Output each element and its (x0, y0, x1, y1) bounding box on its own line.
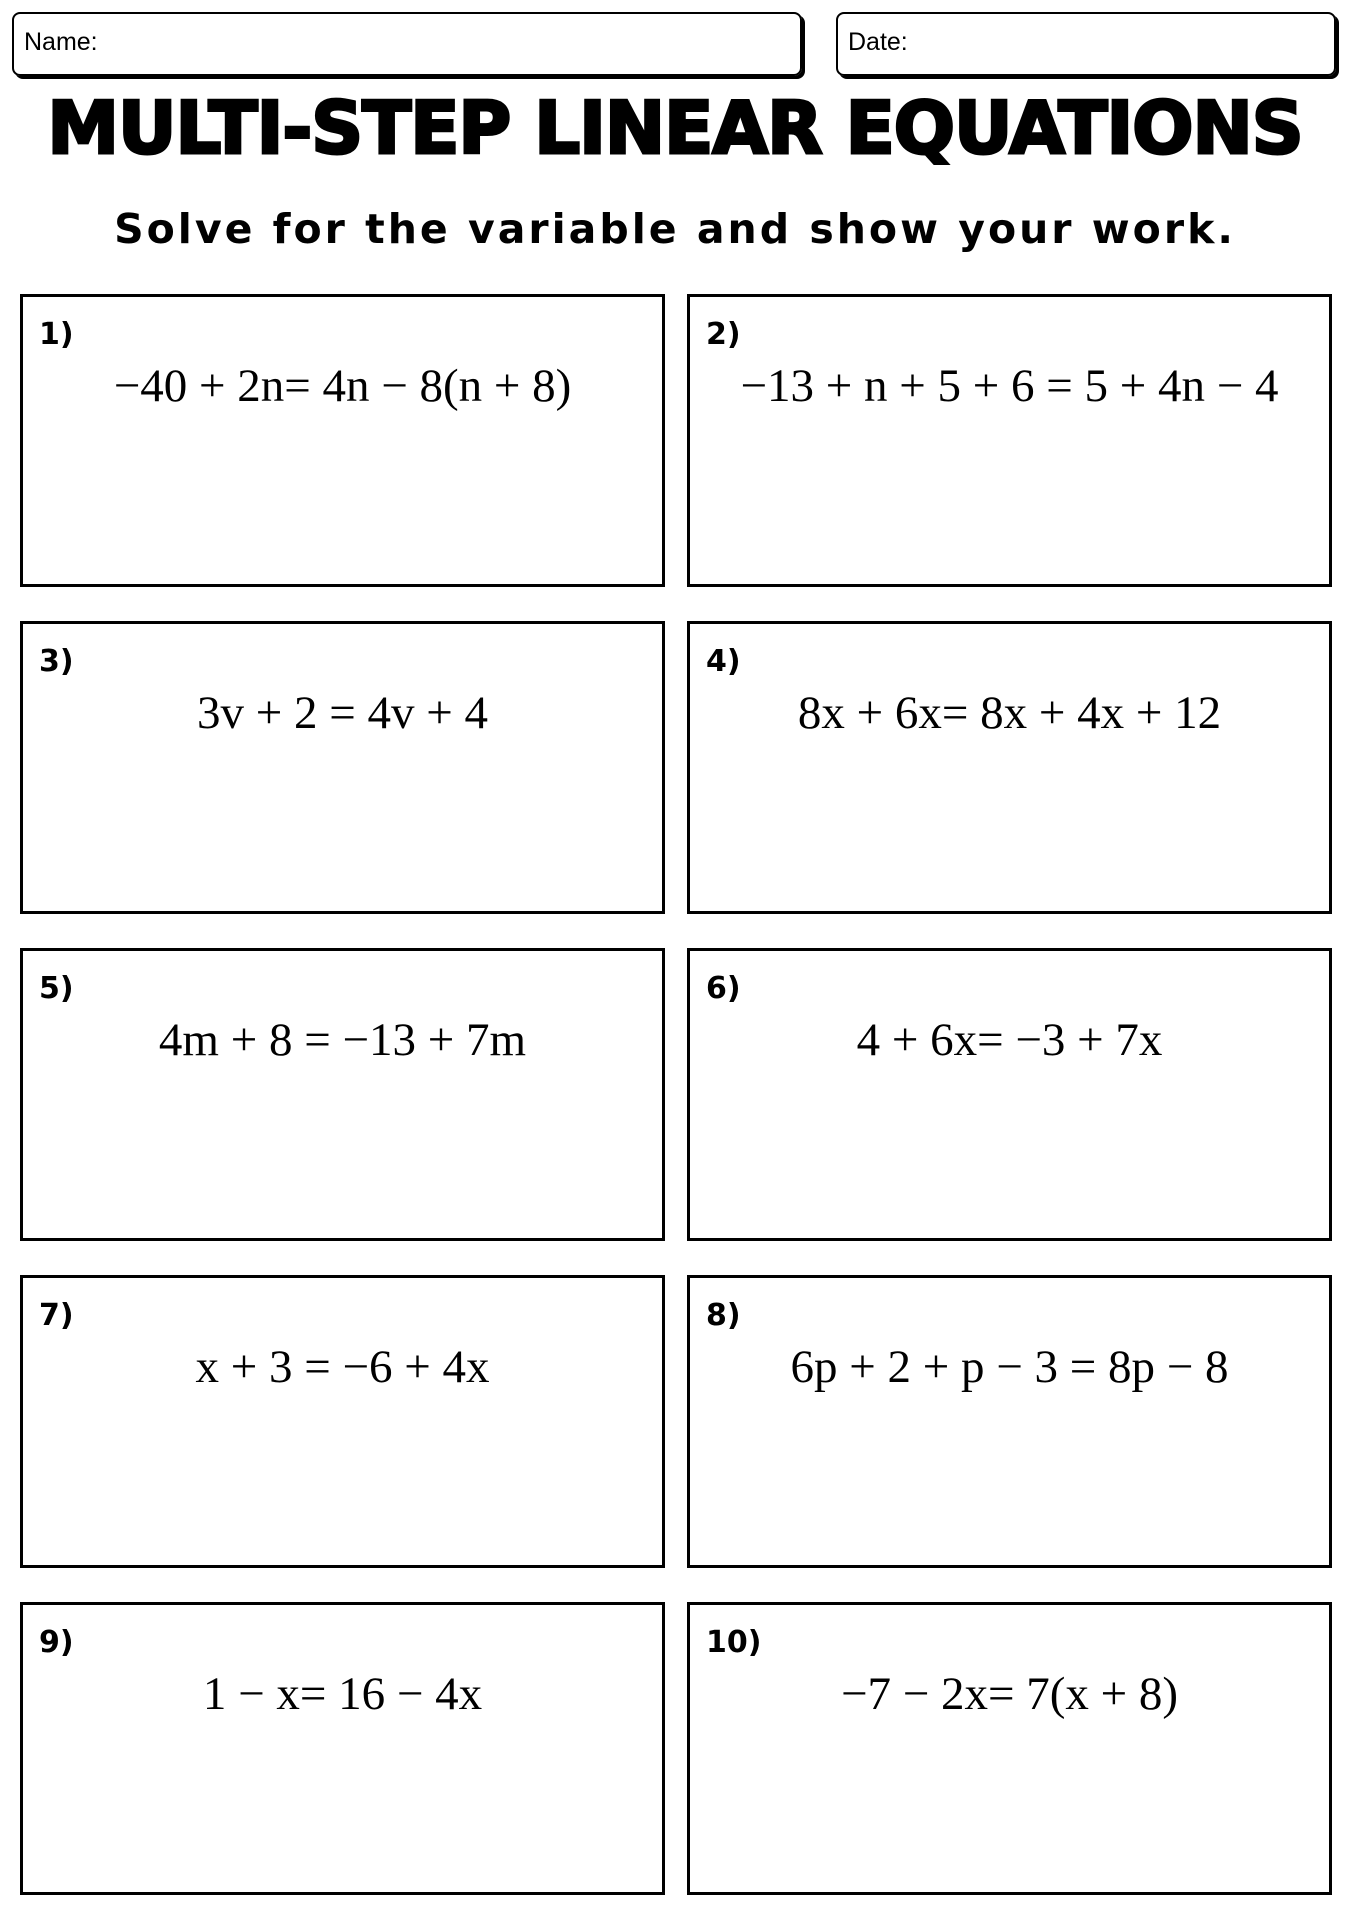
name-field[interactable] (12, 12, 802, 76)
problem-number: 4) (706, 644, 741, 679)
problem-equation: 3v + 2 = 4v + 4 (196, 687, 489, 739)
problem-equation: 4m + 8 = −13 + 7m (158, 1014, 527, 1066)
problem-box[interactable] (20, 1602, 665, 1895)
problem-grid (20, 294, 1332, 1895)
problem-box[interactable] (20, 621, 665, 914)
problem-box[interactable] (20, 1275, 665, 1568)
problem-box[interactable] (687, 948, 1332, 1241)
date-field[interactable] (836, 12, 1336, 76)
problem-equation: 4 + 6x= −3 + 7x (856, 1014, 1163, 1066)
worksheet-title: MULTI-STEP LINEAR EQUATIONS (47, 86, 1303, 170)
problem-number: 2) (706, 317, 741, 352)
problem-equation: −7 − 2x= 7(x + 8) (840, 1668, 1179, 1720)
problem-number: 10) (706, 1625, 762, 1660)
problem-box[interactable] (687, 621, 1332, 914)
problem-box[interactable] (20, 294, 665, 587)
worksheet-instructions: Solve for the variable and show your work. (114, 205, 1236, 253)
problem-equation: 6p + 2 + p − 3 = 8p − 8 (790, 1341, 1229, 1393)
problem-number: 8) (706, 1298, 741, 1333)
problem-equation: −40 + 2n= 4n − 8(n + 8) (113, 360, 572, 412)
name-label: Name: (24, 28, 98, 56)
problem-box[interactable] (687, 1602, 1332, 1895)
problem-number: 6) (706, 971, 741, 1006)
problem-equation: 1 − x= 16 − 4x (202, 1668, 483, 1720)
problem-number: 7) (39, 1298, 74, 1333)
problem-number: 1) (39, 317, 74, 352)
problem-box[interactable] (687, 1275, 1332, 1568)
problem-box[interactable] (687, 294, 1332, 587)
problem-equation: 8x + 6x= 8x + 4x + 12 (797, 687, 1222, 739)
problem-equation: x + 3 = −6 + 4x (195, 1341, 490, 1393)
date-label: Date: (848, 28, 908, 56)
problem-equation: −13 + n + 5 + 6 = 5 + 4n − 4 (740, 360, 1279, 412)
problem-number: 3) (39, 644, 74, 679)
problem-number: 9) (39, 1625, 74, 1660)
problem-box[interactable] (20, 948, 665, 1241)
problem-number: 5) (39, 971, 74, 1006)
